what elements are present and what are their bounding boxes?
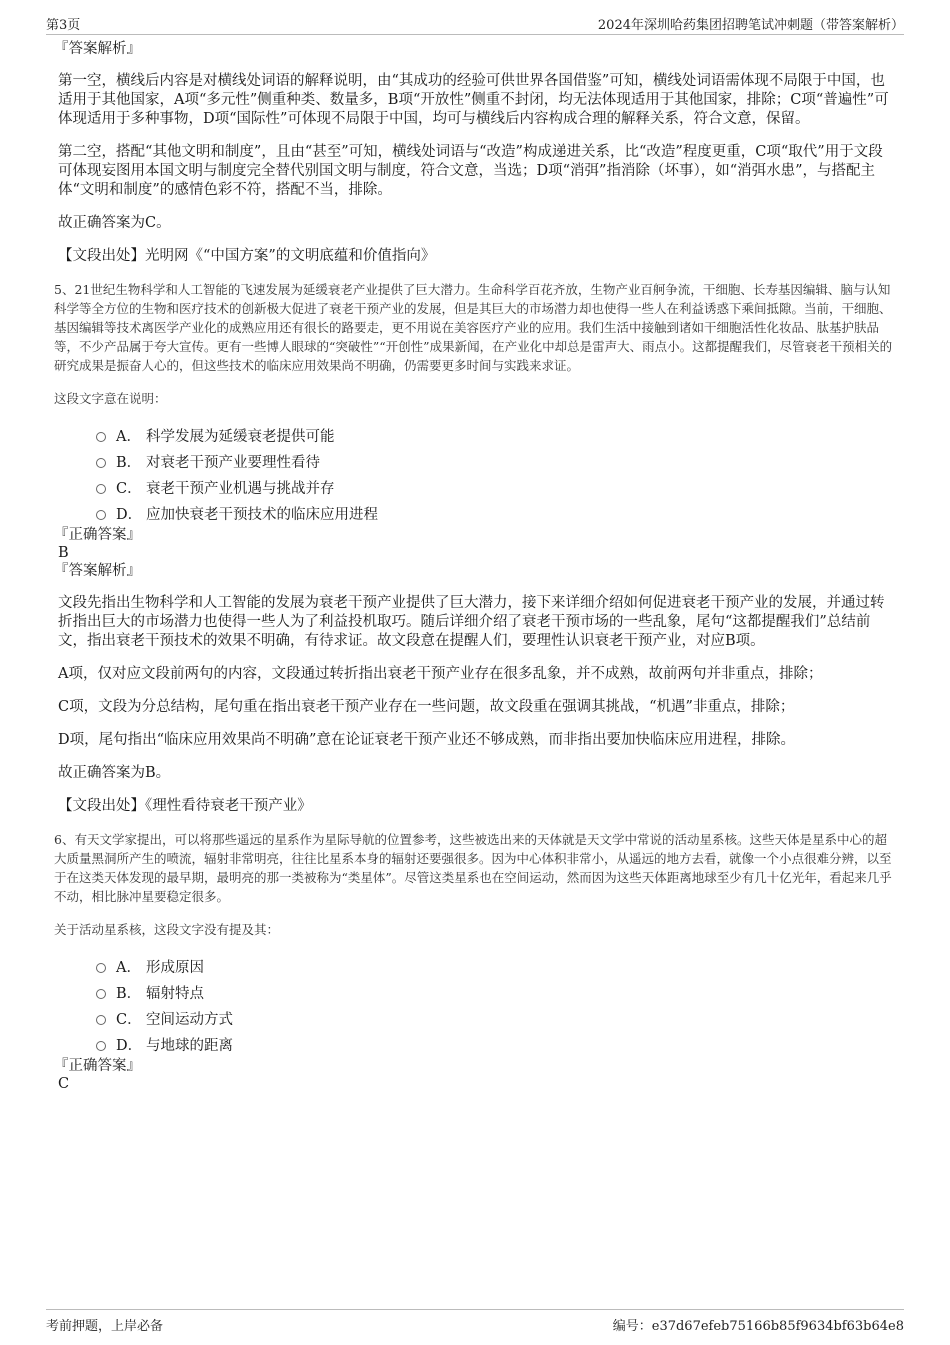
radio-icon[interactable]: [96, 432, 106, 442]
option-key: A．: [116, 959, 141, 976]
code-value: e37d67efeb75166b85f9634bf63b64e8: [651, 1319, 904, 1334]
page-header: [46, 12, 904, 35]
option-b[interactable]: [96, 448, 896, 474]
option-text: 科学发展为延缓衰老提供可能: [146, 428, 335, 445]
document-code: [613, 1315, 904, 1334]
radio-icon[interactable]: [96, 1015, 106, 1025]
code-label: 编号：: [612, 1319, 652, 1334]
footer-slogan: 考前押题，上岸必备: [46, 1319, 164, 1334]
option-key: B．: [116, 454, 142, 471]
question-prompt: 关于活动星系核，这段文字没有提及其：: [54, 922, 280, 937]
source-note: 【文段出处】《理性看待衰老干预产业》: [58, 798, 312, 814]
option-key: D．: [116, 1037, 143, 1054]
option-text: 衰老干预产业机遇与挑战并存: [146, 480, 335, 497]
option-list: [54, 953, 896, 1057]
analysis-paragraph: 文段先指出生物科学和人工智能的发展为衰老干预产业提供了巨大潜力，接下来详细介绍如何促进衰老干预产业的发展，并通过转折指出巨大的市场潜力也使得一些人为了利益投机取巧。随后详细介绍了衰老干预市场的一些乱象，尾句“这都提醒我们”总结前文，指出衰老干预技术的效果不明确，有待求证。故文段意在提醒人们，要理性认识衰老干预产业，对应B项。: [58, 595, 885, 649]
analysis-paragraph: A项，仅对应文段前两句的内容，文段通过转折指出衰老干预产业存在很多乱象，并不成熟，故前两句并非重点，排除；: [58, 666, 823, 682]
option-a[interactable]: [96, 953, 896, 979]
analysis-conclusion: 故正确答案为C。: [58, 215, 171, 231]
analysis-paragraph: D项，尾句指出“临床应用效果尚不明确”意在论证衰老干预产业还不够成熟，而非指出要加快临床应用进程，排除。: [58, 732, 795, 748]
radio-icon[interactable]: [96, 510, 106, 520]
option-text: 空间运动方式: [146, 1011, 233, 1028]
option-c[interactable]: [96, 1005, 896, 1031]
option-b[interactable]: [96, 979, 896, 1005]
question-prompt: 这段文字意在说明：: [54, 391, 167, 406]
option-a[interactable]: [96, 422, 896, 448]
analysis-paragraph: C项，文段为分总结构，尾句重在指出衰老干预产业存在一些问题，故文段重在强调其挑战，“机遇”非重点，排除；: [58, 699, 795, 715]
analysis-label: 『答案解析』: [54, 41, 141, 57]
radio-icon[interactable]: [96, 1041, 106, 1051]
option-d[interactable]: [96, 500, 896, 526]
document-title: 2024年深圳哈药集团招聘笔试冲刺题（带答案解析）: [597, 18, 904, 33]
question-passage: 5、21世纪生物科学和人工智能的飞速发展为延缓衰老产业提供了巨大潜力。生命科学百花齐放，生物产业百舸争流，干细胞、长寿基因编辑、脑与认知科学等全方位的生物和医疗技术的创新极大促进了衰老干预产业的发展，但是其巨大的市场潜力却也使得一些人在利益诱惑下乘间抵隙。当前，干细胞、基因编辑等技术离医学产业化的成熟应用还有很长的路要走，更不用说在美容医疗产业的应用。我们生活中接触到诸如干细胞活性化妆品、肽基护肤品等，不少产品属于夸大宣传。更有一些博人眼球的“突破性”“开创性”成果新闻，在产业化中却总是雷声大、雨点小。这都提醒我们，尽管衰老干预相关的研究成果是振奋人心的，但这些技术的临床应用效果尚不明确，仍需要更多时间与实践来求证。: [54, 282, 893, 373]
radio-icon[interactable]: [96, 484, 106, 494]
option-text: 对衰老干预产业要理性看待: [146, 454, 320, 471]
option-text: 形成原因: [146, 959, 204, 976]
option-d[interactable]: [96, 1031, 896, 1057]
analysis-label: 『答案解析』: [54, 563, 141, 579]
option-key: D．: [116, 506, 143, 523]
page-number: 第3页: [46, 18, 81, 33]
option-key: A．: [116, 428, 141, 445]
option-text: 辐射特点: [146, 985, 204, 1002]
option-key: B．: [116, 985, 142, 1002]
option-key: C．: [116, 480, 142, 497]
radio-icon[interactable]: [96, 963, 106, 973]
correct-answer-label: 『正确答案』: [54, 527, 141, 543]
document-body: [54, 40, 896, 1093]
page-footer: [46, 1309, 904, 1334]
option-key: C．: [116, 1011, 142, 1028]
correct-answer: C: [58, 1076, 70, 1092]
analysis-paragraph: 第二空，搭配“其他文明和制度”，且由“甚至”可知，横线处词语与“改造”构成递进关系，比“改造”程度更重，C项“取代”用于文段可体现妄图用本国文明与制度完全替代别国文明与制度，符合文意，当选；D项“消弭”指消除（坏事），如“消弭水患”，与搭配主体“文明和制度”的感情色彩不符，搭配不当，排除。: [58, 144, 883, 198]
source-note: 【文段出处】光明网《“中国方案”的文明底蕴和价值指向》: [58, 248, 436, 264]
correct-answer-label: 『正确答案』: [54, 1058, 141, 1074]
question-passage: 6、有天文学家提出，可以将那些遥远的星系作为星际导航的位置参考，这些被选出来的天体就是天文学中常说的活动星系核。这些天体是星系中心的超大质量黑洞所产生的喷流，辐射非常明亮，往往比星系本身的辐射还要强很多。因为中心体积非常小，从遥远的地方去看，就像一个小点很难分辨，以至于在这类天体发现的最早期，最明亮的那一类被称为“类星体”。尽管这类星系也在空间运动，然而因为这些天体距离地球至少有几十亿光年，看起来几乎不动，相比脉冲星要稳定很多。: [54, 832, 892, 904]
option-c[interactable]: [96, 474, 896, 500]
option-list: [54, 422, 896, 526]
correct-answer: B: [58, 545, 69, 561]
radio-icon[interactable]: [96, 989, 106, 999]
option-text: 与地球的距离: [146, 1037, 233, 1054]
analysis-conclusion: 故正确答案为B。: [58, 765, 171, 781]
analysis-paragraph: 第一空，横线后内容是对横线处词语的解释说明，由“其成功的经验可供世界各国借鉴”可知，横线处词语需体现不局限于中国，也适用于其他国家，A项“多元性”侧重种类、数量多，B项“开放性”侧重不封闭，均无法体现适用于其他国家，排除；C项“普遍性”可体现适用于多种事物，D项“国际性”可体现不局限于中国，均可与横线后内容构成合理的解释关系，符合文意，保留。: [58, 73, 889, 127]
radio-icon[interactable]: [96, 458, 106, 468]
option-text: 应加快衰老干预技术的临床应用进程: [146, 506, 378, 523]
